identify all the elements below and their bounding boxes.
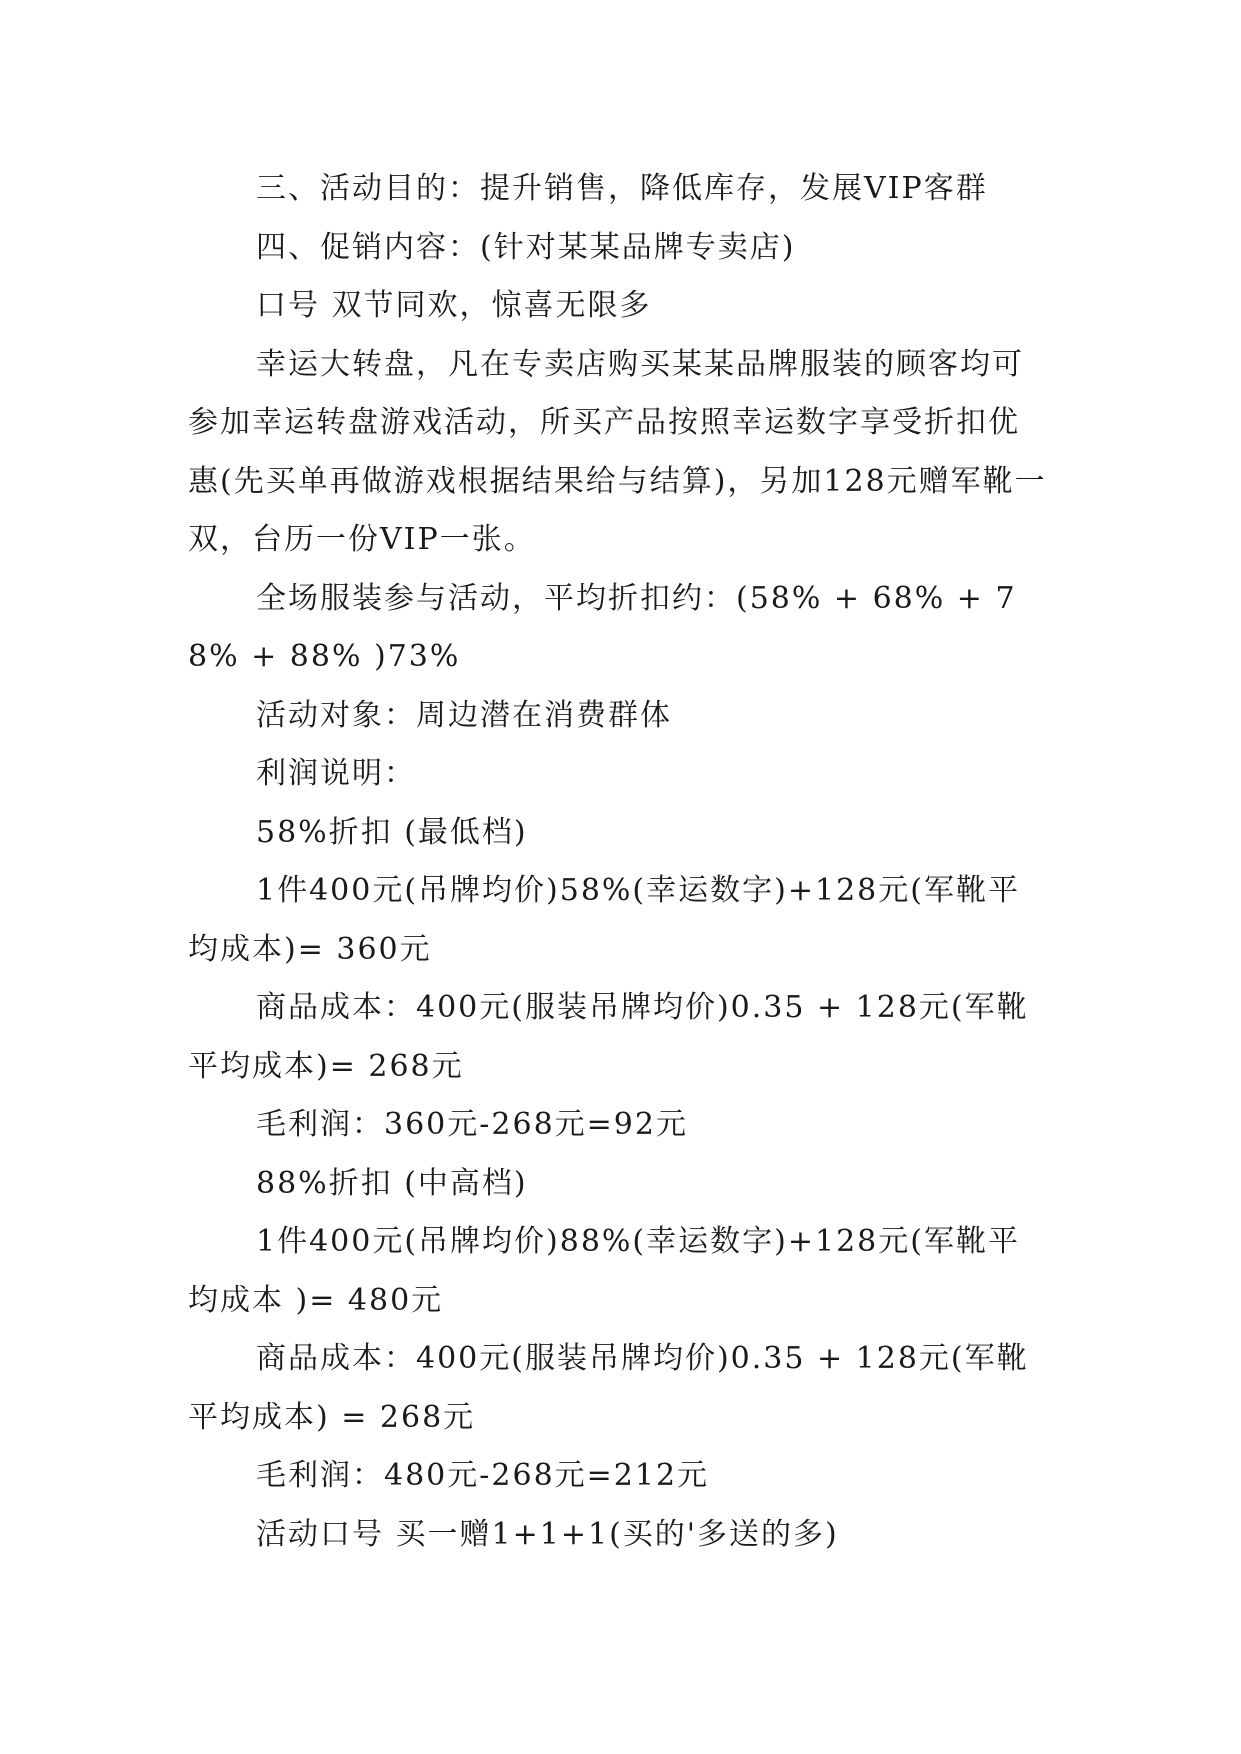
paragraph-profit-heading: 利润说明： <box>256 756 416 791</box>
document-body <box>188 160 1050 1564</box>
paragraph-target-audience: 活动对象：周边潜在消费群体 <box>256 697 672 733</box>
paragraph-tier-58-price: 1件400元(吊牌均价)58%(幸运数字)+128元(军靴平均成本)= 360元 <box>188 873 1020 967</box>
paragraph-average-discount: 全场服装参与活动，平均折扣约：(58% + 68% + 78% + 88% )73% <box>188 580 1017 674</box>
paragraph-tier-58-profit: 毛利润：360元-268元=92元 <box>256 1107 688 1142</box>
paragraph-slogan: 口号 双节同欢，惊喜无限多 <box>256 288 652 323</box>
paragraph-tier-58-cost: 商品成本：400元(服装吊牌均价)0.35 + 128元(军靴平均成本)= 268元 <box>188 990 1029 1084</box>
paragraph-tier-58: 58%折扣 (最低档) <box>256 814 528 850</box>
paragraph-tier-88-price: 1件400元(吊牌均价)88%(幸运数字)+128元(军靴平均成本 )= 480元 <box>188 1224 1020 1318</box>
paragraph-tier-88-cost: 商品成本：400元(服装吊牌均价)0.35 + 128元(军靴平均成本) = 268元 <box>188 1341 1029 1435</box>
paragraph-activity-slogan: 活动口号 买一赠1+1+1(买的'多送的多) <box>256 1516 839 1552</box>
paragraph-tier-88-profit: 毛利润：480元-268元=212元 <box>256 1458 710 1493</box>
paragraph-promo-content: 四、促销内容：(针对某某品牌专卖店) <box>256 229 796 265</box>
paragraph-tier-88: 88%折扣 (中高档) <box>256 1165 528 1201</box>
paragraph-lucky-wheel: 幸运大转盘，凡在专卖店购买某某品牌服装的顾客均可参加幸运转盘游戏活动，所买产品按照幸运数字享受折扣优惠(先买单再做游戏根据结果给与结算)，另加128元赠军靴一双，台历一份VIP一张。 <box>188 346 1047 557</box>
paragraph-objective: 三、活动目的：提升销售，降低库存，发展VIP客群 <box>256 171 988 206</box>
